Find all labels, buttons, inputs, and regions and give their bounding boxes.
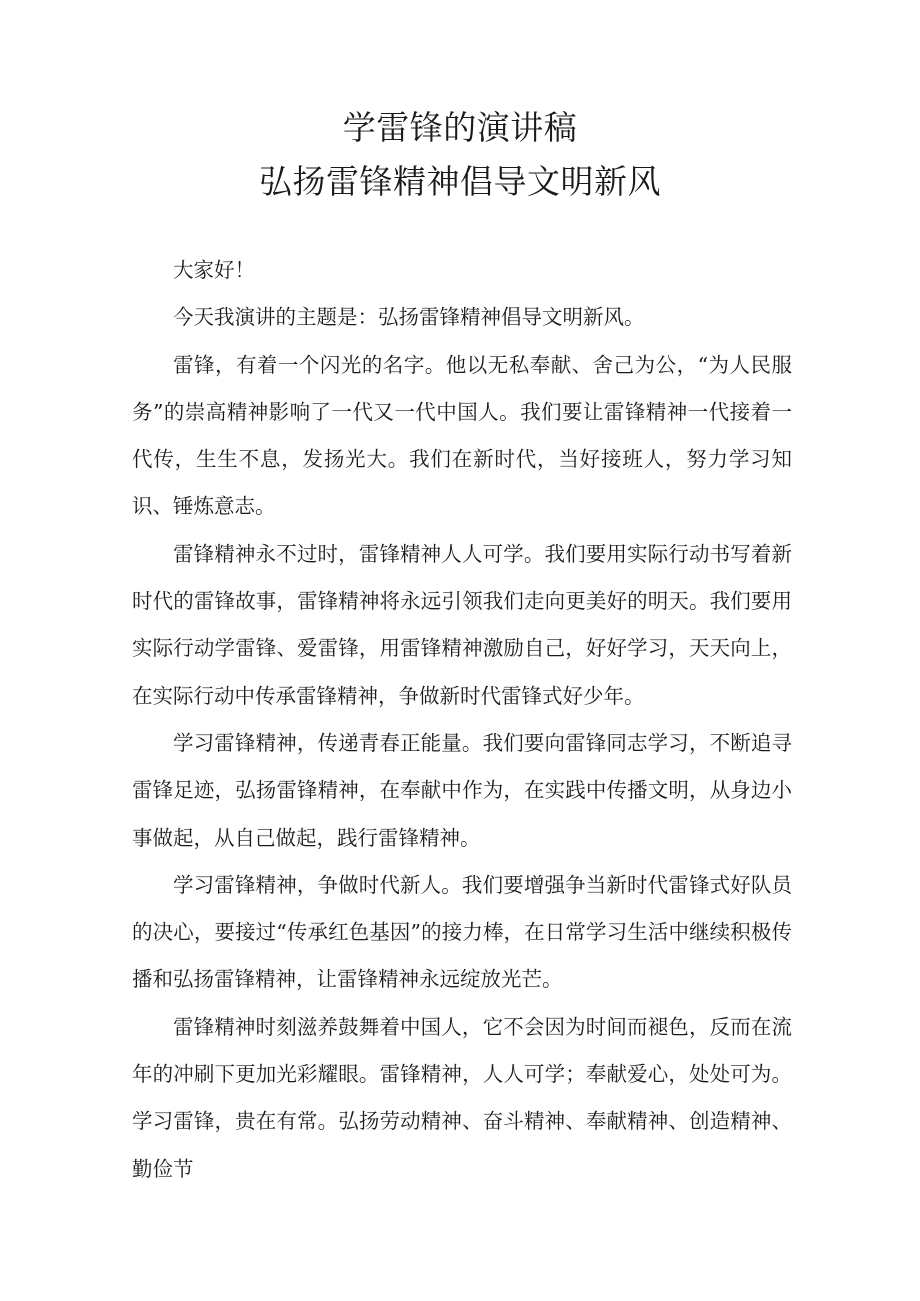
paragraph: 学习雷锋精神，争做时代新人。我们要增强争当新时代雷锋式好队员的决心，要接过“传承红色基因”的接力棒，在日常学习生活中继续积极传播和弘扬雷锋精神，让雷锋精神永远绽放光芒。 [132, 872, 792, 992]
paragraph: 雷锋精神永不过时，雷锋精神人人可学。我们要用实际行动书写着新时代的雷锋故事，雷锋精神将永远引领我们走向更美好的明天。我们要用实际行动学雷锋、爱雷锋，用雷锋精神激励自己，好好学习，天天向上，在实际行动中传承雷锋精神，争做新时代雷锋式好少年。 [132, 541, 792, 708]
paragraph: 雷锋精神时刻滋养鼓舞着中国人，它不会因为时间而褪色，反而在流年的冲刷下更加光彩耀眼。雷锋精神，人人可学；奉献爱心，处处可为。学习雷锋，贵在有常。弘扬劳动精神、奋斗精神、奉献精神、创造精神、勤俭节 [132, 1014, 792, 1181]
paragraph: 雷锋，有着一个闪光的名字。他以无私奉献、舍己为公，“为人民服务”的崇高精神影响了一代又一代中国人。我们要让雷锋精神一代接着一代传，生生不息，发扬光大。我们在新时代，当好接班人，努力学习知识、锤炼意志。 [132, 352, 792, 519]
document-title: 学雷锋的演讲稿 [342, 108, 578, 147]
document-body [132, 247, 792, 1193]
paragraph: 学习雷锋精神，传递青春正能量。我们要向雷锋同志学习，不断追寻雷锋足迹，弘扬雷锋精神，在奉献中作为，在实践中传播文明，从身边小事做起，从自己做起，践行雷锋精神。 [132, 730, 792, 850]
paragraph-topic: 今天我演讲的主题是：弘扬雷锋精神倡导文明新风。 [173, 305, 645, 330]
document-subtitle: 弘扬雷锋精神倡导文明新风 [259, 162, 661, 201]
paragraph-greeting: 大家好！ [173, 258, 255, 282]
